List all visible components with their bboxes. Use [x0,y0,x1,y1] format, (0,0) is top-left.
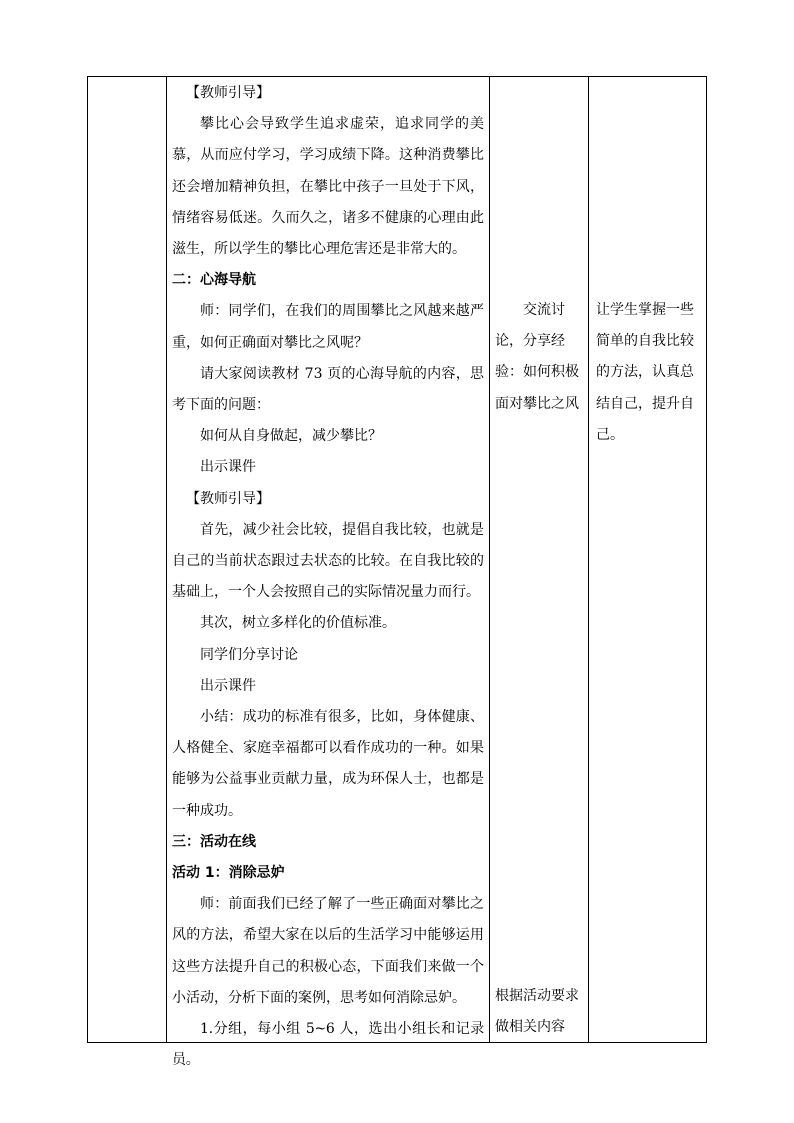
column-divider-2 [489,77,490,1043]
paragraph: 师：同学们，在我们的周围攀比之风越来越严重，如何正确面对攀比之风呢？ [172,303,484,351]
activity-heading: 活动 1：消除忌妒 [172,865,285,882]
paragraph: 小结：成功的标准有很多，比如，身体健康、人格健全、家庭幸福都可以看作成功的一种。如果能够为公益事业贡献力量，成为环保人士，也都是一种成功。 [172,709,484,819]
design-intent-text: 让学生掌握一些简单的自我比较的方法，认真总结自己，提升自己。 [596,302,694,443]
column-divider-3 [588,77,589,1043]
teaching-process-cell [172,78,484,1077]
paragraph: 首先，减少社会比较，提倡自我比较，也就是自己的当前状态跟过去状态的比较。在自我比较的基础上，一个人会按照自己的实际情况量力而行。 [172,521,484,601]
paragraph: 师：前面我们已经了解了一些正确面对攀比之风的方法，希望大家在以后的生活学习中能够运用这些方法提升自己的积极心态，下面我们来做一个小活动，分析下面的案例，思考如何消除忌妒。 [172,896,484,1006]
paragraph: 同学们分享讨论 [200,646,298,663]
paragraph: 其次，树立多样化的价值标准。 [200,615,396,632]
teacher-guide-heading: 【教师引导】 [186,490,270,507]
paragraph: 如何从自身做起，减少攀比？ [200,428,382,445]
teacher-guide-heading: 【教师引导】 [186,85,270,101]
table-left-border [87,77,88,1043]
paragraph: 攀比心会导致学生追求虚荣，追求同学的美慕，从而应付学习，学习成绩下降。这种消费攀比还会增加精神负担，在攀比中孩子一旦处于下风，情绪容易低迷。久而久之，诸多不健康的心理由此滋生，所以学生的攀比心理危害还是非常大的。 [172,116,484,258]
column-divider-1 [166,77,167,1043]
paragraph: 出示课件 [200,459,256,476]
paragraph: 1.分组，每小组 5~6 人，选出小组长和记录员。 [172,1021,484,1069]
table-top-border [87,76,707,77]
paragraph: 出示课件 [200,677,256,694]
section-heading: 三：活动在线 [172,833,256,850]
paragraph: 请大家阅读教材 73 页的心海导航的内容，思考下面的问题： [172,365,484,414]
table-right-border [706,77,707,1043]
student-activity-text: 根据活动要求做相关内容 [495,988,579,1036]
section-heading: 二：心海导航 [172,272,256,289]
student-activity-text: 交流讨论，分享经验：如何积极面对攀比之风 [495,302,579,412]
